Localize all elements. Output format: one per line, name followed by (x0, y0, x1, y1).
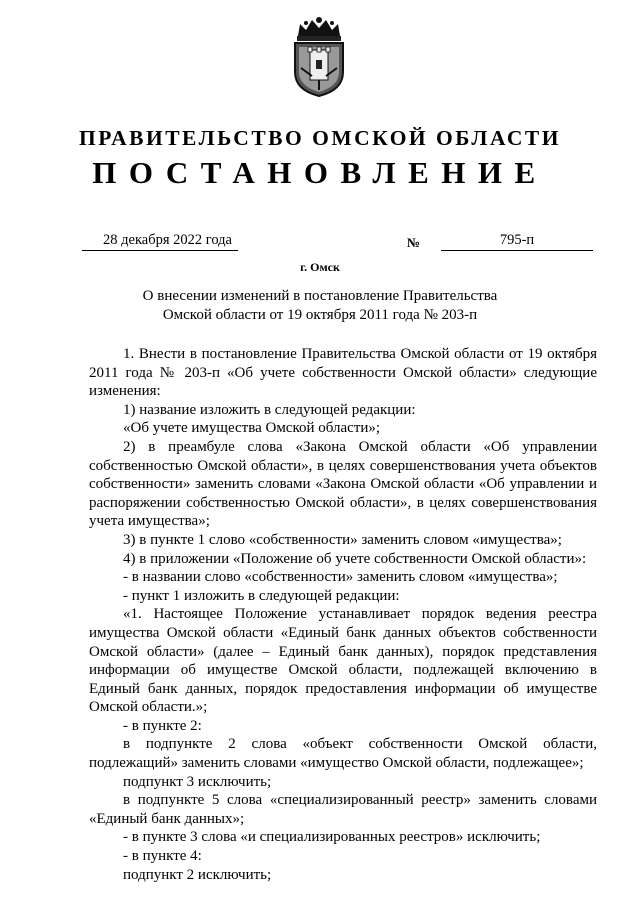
paragraph: - в названии слово «собственности» заменить словом «имущества»; (123, 569, 558, 586)
paragraph: - в пункте 4: (123, 848, 202, 865)
paragraph: в подпункте 2 слова «объект собственности Омской области, подлежащий» заменить словами «имущество Омской области, подлежащее»; (89, 736, 597, 772)
paragraph: 1) название изложить в следующей редакции: (123, 401, 416, 418)
document-date: 28 декабря 2022 года (82, 232, 238, 251)
subject-line-2: Омской области от 19 октября 2011 года № 203-п (162, 307, 478, 323)
paragraph: 2) в преамбуле слова «Закона Омской области «Об управлении собственностью Омской области», в целях совершенствования учета объектов собственности» заменить словами «Закона Омской области «Об управлении и распоряжении собственностью Омской области», в целях совершенствования учета имущества»; (89, 438, 597, 530)
document-body (89, 345, 597, 884)
government-title: ПРАВИТЕЛЬСТВО ОМСКОЙ ОБЛАСТИ (79, 126, 561, 150)
document-type-title: ПОСТАНОВЛЕНИЕ (92, 155, 548, 190)
paragraph: в подпункте 5 слова «специализированный реестр» заменить словами «Единый банк данных»; (89, 792, 597, 827)
paragraph: «1. Настоящее Положение устанавливает порядок ведения реестра имущества Омской области «Единый банк данных объектов собственности Омской области» (далее – Единый банк данных), порядок представления информации об имуществе Омской области, подлежащей включению в Единый банк данных, порядок предоставления информации об имуществе Омской области.»; (89, 606, 597, 716)
paragraph: подпункт 3 исключить; (123, 773, 272, 790)
subject-line-1: О внесении изменений в постановление Правительства (142, 288, 498, 304)
number-sign: № (407, 235, 421, 250)
coat-of-arms-emblem (290, 14, 348, 98)
paragraph: «Об учете имущества Омской области»; (123, 420, 381, 437)
paragraph: - в пункте 2: (123, 717, 202, 734)
paragraph: 3) в пункте 1 слово «собственности» заменить словом «имущества»; (123, 531, 562, 548)
paragraph: 1. Внести в постановление Правительства Омской области от 19 октября 2011 года № 203-п «Об учете собственности Омской области» следующие изменения: (89, 346, 597, 400)
paragraph: - пункт 1 изложить в следующей редакции: (123, 587, 400, 604)
paragraph: - в пункте 3 слова «и специализированных реестров» исключить; (123, 829, 541, 846)
city-label: г. Омск (300, 260, 340, 274)
paragraph: 4) в приложении «Положение об учете собственности Омской области»: (123, 550, 587, 567)
document-subject (0, 287, 640, 325)
document-number: 795-п (441, 232, 593, 251)
paragraph: подпункт 2 исключить; (123, 866, 272, 883)
